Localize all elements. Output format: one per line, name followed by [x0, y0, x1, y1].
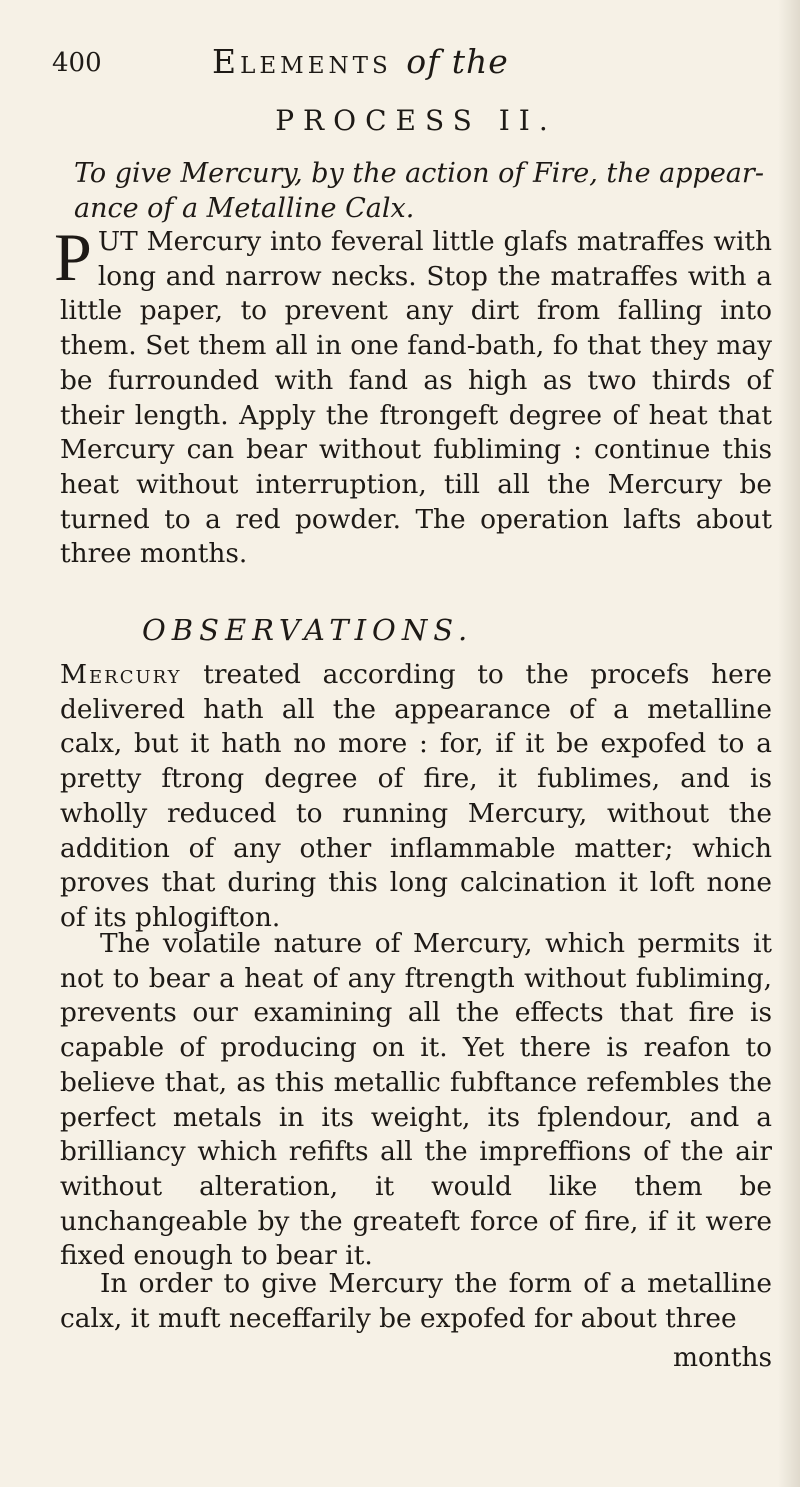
paragraph-observation-1-text: treated according to the procefs here delivered hath all the appearance of a metalline calx, but it hath no more : for, if it be expofed to a pretty ftrong degree of fire, it fublimes, and is wholly reduced to running Mercury, without the addition of any other inflammable matter; which proves that during this long calcination it loft none of its phlogifton. [60, 659, 772, 933]
running-title-italic: of the [406, 42, 509, 81]
subtitle-line-2: ance of a Metalline Calx. [74, 193, 415, 224]
observations-heading: OBSERVATIONS. [142, 613, 474, 647]
process-subtitle [60, 156, 772, 226]
paragraph-first-word: UT [97, 226, 138, 257]
running-title-caps: Elements [212, 42, 392, 81]
drop-cap: P [54, 219, 92, 295]
paragraph-observation-2: The volatile nature of Mercury, which permits it not to bear a heat of any ftrength without fubliming, prevents our examining all the effects that fire is capable of producing on it. Yet there is reafon to believe that, as this metallic fubftance refembles the perfect metals in its weight, its fplendour, and a brilliancy which refifts all the impreffions of the air without alteration, it would like them be unchangeable by the greateft force of fire, if it were fixed enough to bear it. [60, 928, 772, 1272]
running-head [52, 40, 772, 84]
paragraph-procedure [54, 219, 772, 572]
paragraph-lead-word: Mercury [60, 659, 182, 690]
catchword: months [672, 1342, 772, 1373]
process-heading: PROCESS II. [275, 104, 557, 137]
subtitle-line-1: To give Mercury, by the action of Fire, the appear- [74, 158, 764, 189]
paragraph-observation-1 [60, 658, 772, 936]
page-number: 400 [52, 48, 102, 78]
paragraph-procedure-text: Mercury into feveral little glafs matraffes with long and narrow necks. Stop the matraffes with a little paper, to prevent any dirt from falling into them. Set them all in one fand-bath, fo that they may be furrounded with fand as high as two thirds of their length. Apply the ftrongeft degree of heat that Mercury can bear without fubliming : continue this heat without interruption, till all the Mercury be turned to a red powder. The operation lafts about three months. [60, 226, 772, 570]
paragraph-observation-3: In order to give Mercury the form of a metalline calx, it muft neceffarily be expofed for about three [60, 1268, 772, 1334]
running-title [212, 42, 509, 81]
page-edge-shadow [778, 0, 800, 1487]
